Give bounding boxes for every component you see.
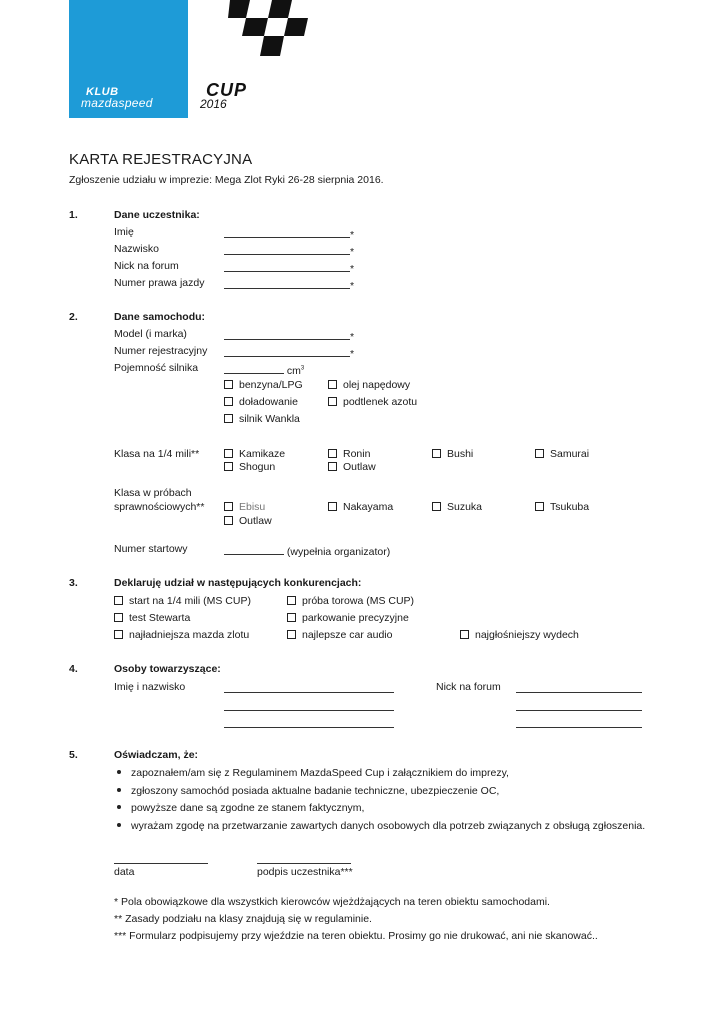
option-label: Suzuka [447, 501, 483, 513]
trial-class-label-line1: Klasa w próbach [114, 487, 192, 499]
checkbox[interactable] [114, 630, 123, 639]
comp-track-test[interactable] [287, 595, 414, 607]
checkbox[interactable] [287, 613, 296, 622]
checkbox[interactable] [328, 397, 337, 406]
companion-nick-field[interactable] [516, 699, 642, 714]
option-label: Bushi [447, 448, 474, 460]
option-label: próba torowa (MS CUP) [302, 595, 415, 607]
section-5-number: 5. [69, 749, 78, 761]
checkbox[interactable] [224, 516, 233, 525]
option-label: olej napędowy [343, 379, 411, 391]
comp-car-audio[interactable] [287, 629, 392, 641]
declaration-text: powyższe dane są zgodne ze stanem faktycznym, [131, 802, 365, 814]
class-kamikaze[interactable] [224, 448, 285, 460]
companion-name-field[interactable] [224, 681, 394, 696]
class-bushi[interactable] [432, 448, 473, 460]
checkbox[interactable] [287, 630, 296, 639]
option-label: benzyna/LPG [239, 379, 303, 391]
field-label-engine-capacity: Pojemność silnika [114, 362, 199, 374]
field-label-forum-nick: Nick na forum [114, 260, 179, 272]
footnote: ** Zasady podziału na klasy znajdują się w regulaminie. [114, 913, 372, 925]
bullet-icon [117, 805, 121, 809]
bullet-icon [117, 788, 121, 792]
option-diesel[interactable] [328, 379, 410, 391]
comp-stewart-test[interactable] [114, 612, 190, 624]
signature-label: podpis uczestnika*** [257, 866, 353, 878]
companion-nick-field[interactable] [516, 716, 642, 731]
companion-nick-label: Nick na forum [436, 681, 501, 693]
trial-tsukuba[interactable] [535, 501, 589, 513]
bullet-icon [117, 770, 121, 774]
required-mark: * [350, 246, 355, 258]
club-logo [69, 0, 188, 118]
checkbox[interactable] [287, 596, 296, 605]
required-mark: * [350, 331, 355, 343]
class-shogun[interactable] [224, 461, 275, 473]
class-outlaw[interactable] [328, 461, 376, 473]
trial-ebisu[interactable] [224, 501, 265, 513]
option-wankel[interactable] [224, 413, 300, 425]
page-title: KARTA REJESTRACYJNA [69, 151, 253, 168]
start-number-note: (wypełnia organizator) [286, 546, 391, 558]
trial-outlaw[interactable] [224, 515, 272, 527]
companion-name-label: Imię i nazwisko [114, 681, 186, 693]
checkbox[interactable] [328, 502, 337, 511]
checkbox[interactable] [224, 462, 233, 471]
field-label-car-model: Model (i marka) [114, 328, 187, 340]
last-name-field[interactable] [224, 243, 354, 258]
option-label: Outlaw [239, 515, 272, 527]
trial-class-label-line2: sprawnościowych** [114, 501, 205, 513]
checkbox[interactable] [114, 613, 123, 622]
footnote: *** Formularz podpisujemy przy wjeździe na teren obiektu. Prosimy go nie drukować, ani nie skanować.. [114, 930, 598, 942]
field-label-license-number: Numer prawa jazdy [114, 277, 205, 289]
section-2-number: 2. [69, 311, 78, 323]
comp-quarter-mile[interactable] [114, 595, 251, 607]
option-label: Kamikaze [239, 448, 286, 460]
checkbox[interactable] [535, 449, 544, 458]
engine-unit-exponent: 3 [300, 365, 305, 372]
option-nitrous[interactable] [328, 396, 417, 408]
section-1-number: 1. [69, 209, 78, 221]
option-label: doładowanie [239, 396, 298, 408]
declaration-text: zapoznałem/am się z Regulaminem MazdaSpeed Cup i załącznikiem do imprezy, [131, 767, 509, 779]
checkbox[interactable] [432, 449, 441, 458]
field-label-registration: Numer rejestracyjny [114, 345, 208, 357]
option-label: Nakayama [343, 501, 394, 513]
option-label: Ebisu [239, 501, 266, 513]
declaration-text: wyrażam zgodę na przetwarzanie zawartych danych osobowych dla potrzeb związanych z obsługą zgłoszenia. [131, 820, 646, 832]
date-field[interactable] [114, 853, 208, 867]
logo-club-text: KLUB [86, 86, 119, 98]
option-label: Outlaw [343, 461, 376, 473]
checkbox[interactable] [535, 502, 544, 511]
option-label: Ronin [343, 448, 371, 460]
section-1-title: Dane uczestnika: [114, 209, 200, 221]
checkbox[interactable] [460, 630, 469, 639]
companion-nick-field[interactable] [516, 681, 642, 696]
section-4-number: 4. [69, 663, 78, 675]
checkbox[interactable] [224, 414, 233, 423]
checkbox[interactable] [224, 502, 233, 511]
trial-nakayama[interactable] [328, 501, 393, 513]
option-label: podtlenek azotu [343, 396, 418, 408]
checkbox[interactable] [328, 462, 337, 471]
logo-brand-text: mazdaspeed [81, 96, 153, 110]
checkbox[interactable] [114, 596, 123, 605]
checkered-flag-icon [228, 0, 312, 60]
comp-loudest-exhaust[interactable] [460, 629, 579, 641]
section-2-title: Dane samochodu: [114, 311, 206, 323]
comp-precision-parking[interactable] [287, 612, 409, 624]
registration-field[interactable] [224, 345, 354, 360]
footnote: * Pola obowiązkowe dla wszystkich kierowców wjeżdżających na teren obiektu samochodami. [114, 896, 550, 908]
engine-unit: cm [286, 365, 301, 377]
forum-nick-field[interactable] [224, 260, 354, 275]
option-petrol-lpg[interactable] [224, 379, 303, 391]
option-label: najładniejsza mazda zlotu [129, 629, 250, 641]
option-label: parkowanie precyzyjne [302, 612, 409, 624]
option-label: Tsukuba [550, 501, 590, 513]
class-samurai[interactable] [535, 448, 589, 460]
signature-field[interactable] [257, 853, 351, 867]
checkbox[interactable] [432, 502, 441, 511]
start-number-field[interactable] [224, 543, 390, 558]
section-3-title: Deklaruję udział w następujących konkurencjach: [114, 577, 362, 589]
required-mark: * [350, 229, 355, 241]
declaration-item [117, 820, 645, 832]
required-mark: * [350, 348, 355, 360]
section-4-title: Osoby towarzyszące: [114, 663, 221, 675]
bullet-icon [117, 823, 121, 827]
option-label: Shogun [239, 461, 276, 473]
declaration-item [117, 767, 509, 779]
option-turbo[interactable] [224, 396, 298, 408]
car-model-field[interactable] [224, 328, 354, 343]
cup-year-text: 2016 [200, 97, 227, 111]
field-label-last-name: Nazwisko [114, 243, 159, 255]
field-label-first-name: Imię [114, 226, 134, 238]
checkbox[interactable] [328, 449, 337, 458]
checkbox[interactable] [328, 380, 337, 389]
companion-name-field[interactable] [224, 699, 394, 714]
checkbox[interactable] [224, 397, 233, 406]
comp-best-mazda[interactable] [114, 629, 249, 641]
required-mark: * [350, 280, 355, 292]
trial-suzuka[interactable] [432, 501, 482, 513]
first-name-field[interactable] [224, 226, 354, 241]
section-3-number: 3. [69, 577, 78, 589]
class-ronin[interactable] [328, 448, 370, 460]
checkbox[interactable] [224, 449, 233, 458]
start-number-label: Numer startowy [114, 543, 188, 555]
option-label: najgłośniejszy wydech [475, 629, 579, 641]
page-subtitle: Zgłoszenie udziału w imprezie: Mega Zlot Ryki 26-28 sierpnia 2016. [69, 174, 384, 186]
option-label: najlepsze car audio [302, 629, 393, 641]
option-label: Samurai [550, 448, 590, 460]
engine-capacity-field[interactable] [224, 362, 304, 377]
class-quarter-mile-label: Klasa na 1/4 mili** [114, 448, 200, 460]
option-label: test Stewarta [129, 612, 191, 624]
declaration-item [117, 785, 499, 797]
companion-name-field[interactable] [224, 716, 394, 731]
license-number-field[interactable] [224, 277, 354, 292]
section-5-title: Oświadczam, że: [114, 749, 199, 761]
required-mark: * [350, 263, 355, 275]
date-label: data [114, 866, 135, 878]
option-label: silnik Wankla [239, 413, 300, 425]
declaration-item [117, 802, 364, 814]
option-label: start na 1/4 mili (MS CUP) [129, 595, 251, 607]
declaration-text: zgłoszony samochód posiada aktualne badanie techniczne, ubezpieczenie OC, [131, 785, 500, 797]
checkbox[interactable] [224, 380, 233, 389]
cup-logo-text: CUP [206, 80, 248, 100]
